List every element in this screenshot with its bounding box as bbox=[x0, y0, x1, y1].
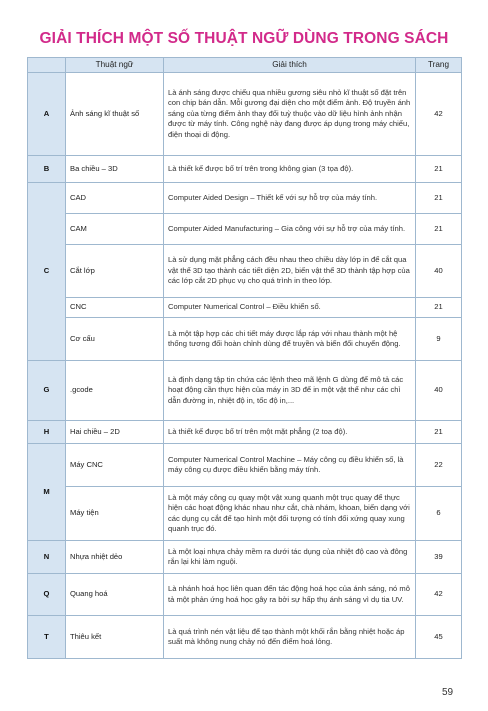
group-letter: G bbox=[28, 361, 66, 421]
explanation-cell: Là thiết kế được bố trí trên một mặt phẳng (2 toạ độ). bbox=[164, 421, 416, 444]
page-cell: 42 bbox=[416, 574, 462, 616]
header-explanation: Giải thích bbox=[164, 58, 416, 73]
explanation-cell: Là ánh sáng được chiếu qua nhiều gương siêu nhỏ kĩ thuật số đặt trên con chip bán dẫn. Mỗi gương đại diện cho một điểm ảnh. Độ truyền ánh sáng của từng điểm ảnh thay đổi tuỳ thuộc vào dữ liệu hình ảnh nhận được từ máy tính. Công nghệ này đang được áp dụng trong máy chiếu, điện thoại di động. bbox=[164, 73, 416, 156]
group-letter: H bbox=[28, 421, 66, 444]
table-row bbox=[28, 318, 462, 361]
page-cell: 21 bbox=[416, 298, 462, 318]
term-cell: Quang hoá bbox=[66, 574, 164, 616]
explanation-cell: Là sử dụng mặt phẳng cách đều nhau theo chiều dày lớp in để cắt qua vật thể 3D tạo thành các tiết diện 2D, biến vật thể 3D thành tập hợp của các lớp cắt 2D phục vụ cho quá trình in theo lớp. bbox=[164, 245, 416, 298]
page-cell: 40 bbox=[416, 245, 462, 298]
table-row bbox=[28, 245, 462, 298]
term-cell: Ba chiều – 3D bbox=[66, 156, 164, 183]
table-row bbox=[28, 574, 462, 616]
table-row bbox=[28, 361, 462, 421]
header-letter bbox=[28, 58, 66, 73]
explanation-cell: Là một loại nhựa chảy mềm ra dưới tác dụng của nhiệt độ cao và đông rắn lại khi làm nguội. bbox=[164, 541, 416, 574]
explanation-cell: Là thiết kế được bố trí trên trong không gian (3 tọa độ). bbox=[164, 156, 416, 183]
table-header-row bbox=[28, 58, 462, 73]
glossary-table bbox=[27, 57, 462, 659]
table-row bbox=[28, 298, 462, 318]
explanation-cell: Là nhánh hoá học liên quan đến tác động hoá học của ánh sáng, nó mô tả một phản ứng hoá học gây ra bởi sự hấp thụ ánh sáng vì dụ tia UV. bbox=[164, 574, 416, 616]
explanation-cell: Là một máy công cụ quay một vật xung quanh một trục quay để thực hiện các hoạt động khác nhau như cắt, chà nhám, khoan, biến dạng với các dụng cụ cắt để tạo hình một đối tượng có tính đối xứng quay xung quanh trục đó. bbox=[164, 487, 416, 541]
table-row bbox=[28, 214, 462, 245]
explanation-cell: Computer Numerical Control – Điều khiển số. bbox=[164, 298, 416, 318]
term-cell: Máy tiện bbox=[66, 487, 164, 541]
header-page: Trang bbox=[416, 58, 462, 73]
explanation-cell: Computer Numerical Control Machine – Máy công cụ điều khiển số, là máy công cụ được điều khiển bằng máy tính. bbox=[164, 444, 416, 487]
table-row bbox=[28, 156, 462, 183]
table-row bbox=[28, 421, 462, 444]
term-cell: .gcode bbox=[66, 361, 164, 421]
term-cell: Ảnh sáng kĩ thuật số bbox=[66, 73, 164, 156]
page-cell: 6 bbox=[416, 487, 462, 541]
table-row bbox=[28, 183, 462, 214]
table-row bbox=[28, 444, 462, 487]
group-letter: C bbox=[28, 183, 66, 361]
explanation-cell: Computer Aided Manufacturing – Gia công với sự hỗ trợ của máy tính. bbox=[164, 214, 416, 245]
explanation-cell: Là một tập hợp các chi tiết máy được lắp ráp với nhau thành một hệ thống tương đối hoàn chỉnh dùng để truyền và biến đổi chuyển động. bbox=[164, 318, 416, 361]
term-cell: CAD bbox=[66, 183, 164, 214]
explanation-cell: Computer Aided Design – Thiết kế với sự hỗ trợ của máy tính. bbox=[164, 183, 416, 214]
page-title: GIẢI THÍCH MỘT SỐ THUẬT NGỮ DÙNG TRONG SÁCH bbox=[39, 30, 449, 47]
table-row bbox=[28, 616, 462, 659]
page-cell: 39 bbox=[416, 541, 462, 574]
page-cell: 45 bbox=[416, 616, 462, 659]
page-cell: 22 bbox=[416, 444, 462, 487]
table-row bbox=[28, 541, 462, 574]
header-term: Thuật ngữ bbox=[66, 58, 164, 73]
page-cell: 21 bbox=[416, 421, 462, 444]
term-cell: Cắt lớp bbox=[66, 245, 164, 298]
term-cell: Thiêu kết bbox=[66, 616, 164, 659]
table-row bbox=[28, 73, 462, 156]
page-cell: 40 bbox=[416, 361, 462, 421]
term-cell: Máy CNC bbox=[66, 444, 164, 487]
term-cell: Nhựa nhiệt dẻo bbox=[66, 541, 164, 574]
group-letter: N bbox=[28, 541, 66, 574]
explanation-cell: Là định dạng tập tin chứa các lệnh theo mã lệnh G dùng để mô tả các hoạt động cần thực hiện của máy in 3D để in một vật thể như các chỉ dẫn đường in, nhiệt độ in, tốc độ in,... bbox=[164, 361, 416, 421]
group-letter: M bbox=[28, 444, 66, 541]
explanation-cell: Là quá trình nén vật liệu để tạo thành một khối rắn bằng nhiệt hoặc áp suất mà không nung chảy nó đến điểm hoá lỏng. bbox=[164, 616, 416, 659]
term-cell: Cơ cấu bbox=[66, 318, 164, 361]
page-cell: 21 bbox=[416, 214, 462, 245]
term-cell: Hai chiều – 2D bbox=[66, 421, 164, 444]
table-row bbox=[28, 487, 462, 541]
term-cell: CAM bbox=[66, 214, 164, 245]
page-number: 59 bbox=[442, 687, 454, 698]
page-cell: 42 bbox=[416, 73, 462, 156]
group-letter: Q bbox=[28, 574, 66, 616]
page-cell: 9 bbox=[416, 318, 462, 361]
group-letter: T bbox=[28, 616, 66, 659]
group-letter: A bbox=[28, 73, 66, 156]
page-cell: 21 bbox=[416, 156, 462, 183]
term-cell: CNC bbox=[66, 298, 164, 318]
group-letter: B bbox=[28, 156, 66, 183]
page-cell: 21 bbox=[416, 183, 462, 214]
